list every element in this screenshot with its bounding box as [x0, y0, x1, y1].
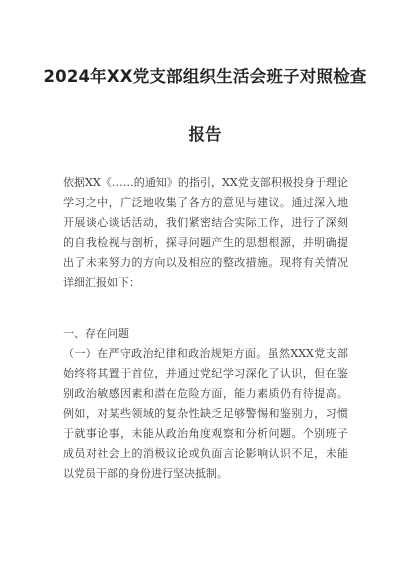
document-title: 2024年XX党支部组织生活会班子对照检查	[43, 67, 367, 86]
intro-line: 的自我检视与剖析，探寻问题产生的思想根源，并明确提	[63, 236, 348, 249]
paragraph-line: （一）在严守政治纪律和政治规矩方面。虽然XXX党支部	[63, 347, 348, 360]
paragraph-line: 始终将其置于首位，并通过党纪学习深化了认识，但在鉴	[63, 367, 348, 380]
intro-line: 依据XX《……的通知》的指引，XX党支部积极投身于理论	[63, 176, 348, 189]
intro-paragraph	[63, 173, 348, 293]
intro-line: 出了未来努力的方向以及相应的整改措施。现将有关情况	[63, 256, 348, 269]
section-heading: 一、存在问题	[63, 327, 129, 340]
paragraph-line: 于就事论事，未能从政治角度观察和分析问题。个别班子	[63, 427, 348, 440]
intro-line: 学习之中，广泛地收集了各方的意见与建议。通过深入地	[63, 196, 348, 209]
paragraph-line: 例如，对某些领域的复杂性缺乏足够警惕和鉴别力，习惯	[63, 407, 348, 420]
document-title-continued: 报告	[188, 125, 222, 144]
paragraph-line: 别政治敏感因素和潜在危险方面，能力素质仍有待提高。	[63, 387, 348, 400]
problem-paragraph-1	[63, 344, 348, 484]
intro-line: 详细汇报如下：	[63, 276, 140, 289]
paragraph-line: 以党员干部的身份进行坚决抵制。	[63, 467, 228, 480]
paragraph-line: 成员对社会上的消极议论或负面言论影响认识不足，未能	[63, 447, 348, 460]
intro-line: 开展谈心谈话活动，我们紧密结合实际工作，进行了深刻	[63, 216, 348, 229]
